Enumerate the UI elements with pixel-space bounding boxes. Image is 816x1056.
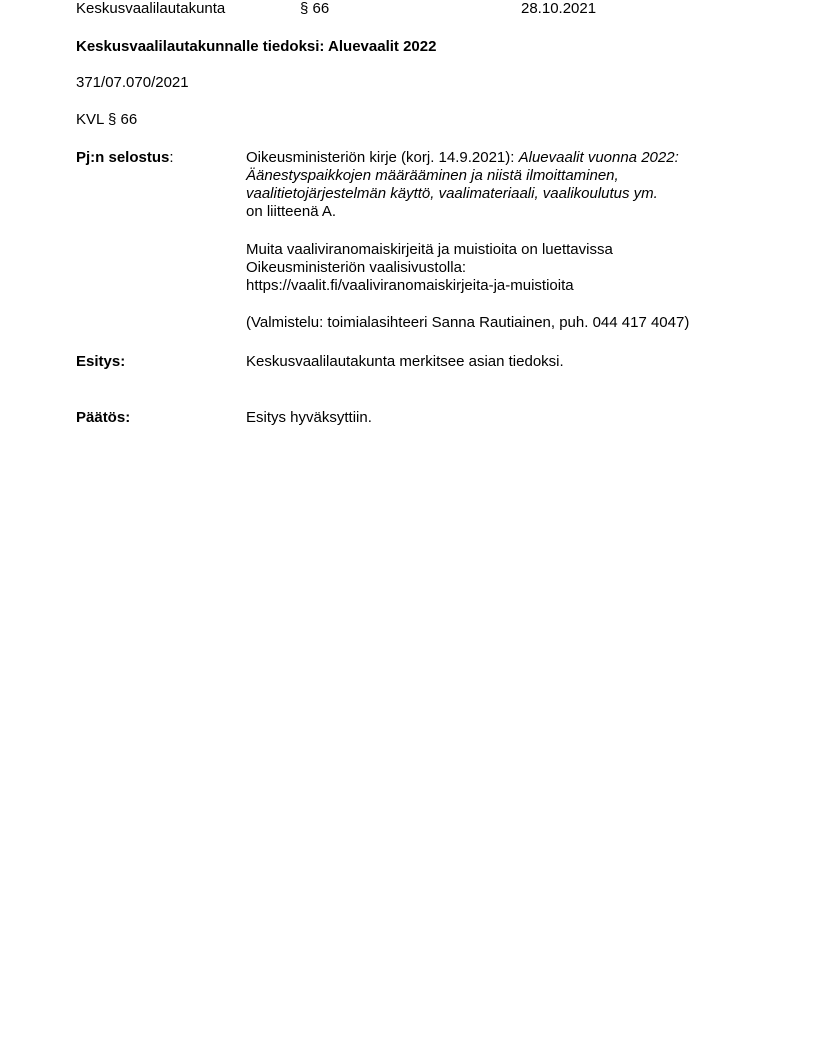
kvl-reference: KVL § 66 — [76, 111, 138, 128]
selostus-paragraph-1 — [246, 149, 679, 221]
paatos-label: Päätös: — [76, 409, 131, 426]
header-committee: Keskusvaalilautakunta — [76, 0, 226, 17]
paatos-text: Esitys hyväksyttiin. — [246, 409, 372, 426]
selostus-paragraph-2 — [246, 241, 613, 295]
esitys-label: Esitys: — [76, 353, 126, 370]
header-section: § 66 — [300, 0, 330, 17]
selostus-p1-italic-2: Äänestyspaikkojen määrääminen ja niistä ilmoittaminen, — [246, 167, 619, 184]
selostus-p1-italic-3: vaalitietojärjestelmän käyttö, vaalimateriaali, vaalikoulutus ym. — [246, 185, 658, 202]
selostus-paragraph-3 — [246, 314, 689, 332]
esitys-text: Keskusvaalilautakunta merkitsee asian tiedoksi. — [246, 353, 564, 370]
case-number: 371/07.070/2021 — [76, 74, 189, 91]
selostus-p2-link: https://vaalit.fi/vaaliviranomaiskirjeita-ja-muistioita — [246, 277, 574, 294]
document-title: Keskusvaalilautakunnalle tiedoksi: Aluevaalit 2022 — [76, 38, 437, 55]
selostus-p2-line1: Muita vaaliviranomaiskirjeitä ja muistioita on luettavissa — [246, 241, 613, 258]
selostus-p2-line2: Oikeusministeriön vaalisivustolla: — [246, 259, 467, 276]
selostus-p1-suffix: on liitteenä A. — [246, 203, 337, 220]
selostus-p1-italic-1: Aluevaalit vuonna 2022: — [518, 149, 679, 166]
selostus-p1-prefix: Oikeusministeriön kirje (korj. 14.9.2021): — [246, 149, 519, 166]
selostus-label: Pj:n selostus: — [76, 149, 174, 166]
selostus-preparer: (Valmistelu: toimialasihteeri Sanna Rautiainen, puh. 044 417 4047) — [246, 314, 690, 331]
header-date: 28.10.2021 — [521, 0, 597, 17]
